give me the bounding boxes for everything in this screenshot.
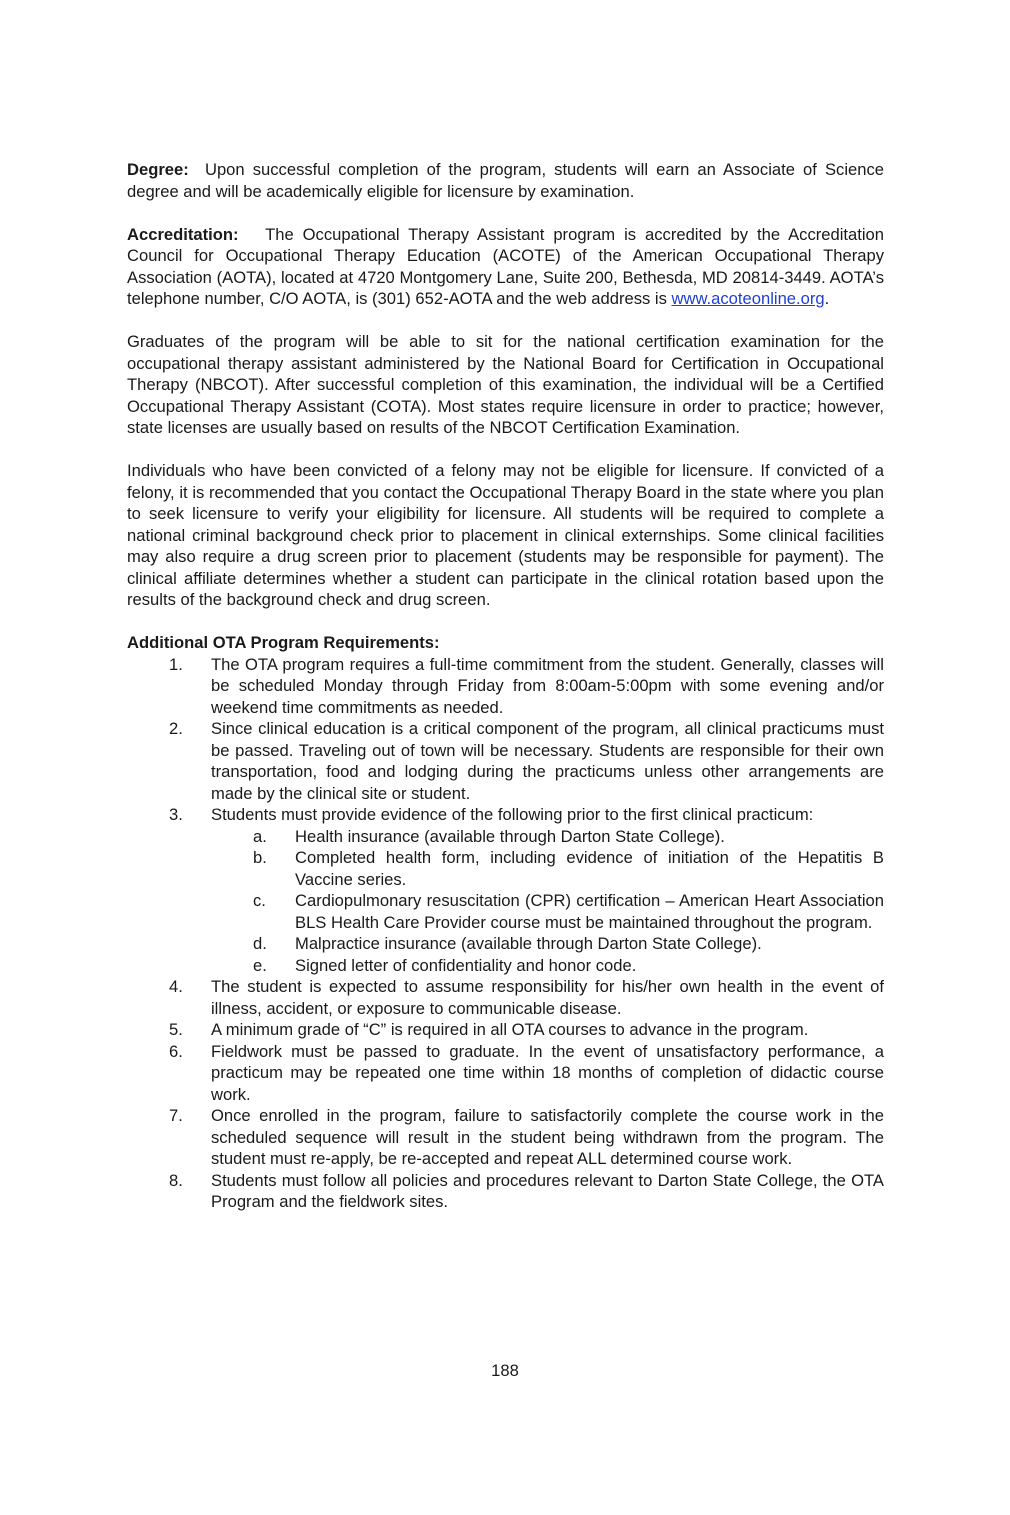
requirement-text: Since clinical education is a critical component of the program, all clinical practicums must be passed. Traveling out of town will be necessary. Students are responsible for their own transportation, food and lodging during the practicums unless other arrangements are made by the clinical site or student. — [211, 719, 884, 803]
requirement-item — [127, 1019, 884, 1041]
requirement-number: 6. — [169, 1041, 183, 1061]
requirement-item — [127, 976, 884, 1019]
accreditation-text: The Occupational Therapy Assistant program is accredited by the Accreditation Council for Occupational Therapy Education (ACOTE) of the American Occupational Therapy Association (AOTA), located at 4720 Montgomery Lane, Suite 200, Bethesda, MD 20814-3449. AOTA’s telephone number, C/O AOTA, is (301) 652-AOTA and the web address is — [127, 224, 885, 308]
requirement-text: Once enrolled in the program, failure to satisfactorily complete the course work in the scheduled sequence will result in the student being withdrawn from the program. The student must re-apply, be re-accepted and repeat ALL determined course work. — [211, 1106, 884, 1168]
requirement-text: Fieldwork must be passed to graduate. In the event of unsatisfactory performance, a practicum may be repeated one time within 18 months of completion of didactic course work. — [211, 1041, 884, 1104]
felony-paragraph: Individuals who have been convicted of a felony may not be eligible for licensure. If convicted of a felony, it is recommended that you contact the Occupational Therapy Board in the state where you plan to seek licensure to verify your eligibility for licensure. All students will be required to complete a national criminal background check prior to placement in clinical externships. Some clinical facilities may also require a drug screen prior to placement (students may be responsible for payment). The clinical affiliate determines whether a student can participate in the clinical rotation based upon the results of the background check and drug screen. — [127, 461, 884, 609]
requirement-number: 3. — [169, 805, 183, 824]
requirement-item — [127, 718, 884, 804]
requirement-number: 1. — [169, 654, 183, 674]
requirement-number: 2. — [169, 719, 183, 738]
evidence-item — [211, 890, 884, 933]
degree-label: Degree: — [127, 160, 189, 179]
requirement-item — [127, 1041, 884, 1106]
requirement-item — [127, 1105, 884, 1170]
requirement-number: 5. — [169, 1020, 183, 1039]
evidence-letter: c. — [253, 891, 266, 910]
requirement-text: Students must follow all policies and procedures relevant to Darton State College, the OTA Program and the fieldwork sites. — [211, 1170, 884, 1211]
evidence-item — [211, 826, 884, 848]
evidence-item — [211, 955, 884, 977]
requirement-number: 7. — [169, 1106, 183, 1125]
evidence-item — [211, 847, 884, 890]
acote-web-link[interactable]: www.acoteonline.org — [671, 289, 825, 308]
requirement-text: The OTA program requires a full-time commitment from the student. Generally, classes will be scheduled Monday through Friday from 8:00am-5:00pm with some evening and/or weekend time commitments as needed. — [211, 654, 884, 717]
requirement-number: 4. — [169, 977, 183, 996]
requirements-list — [127, 654, 884, 1213]
accreditation-period: . — [824, 289, 830, 308]
evidence-text: Malpractice insurance (available through Darton State College). — [295, 934, 762, 953]
evidence-item — [211, 933, 884, 955]
requirement-item — [127, 804, 884, 976]
evidence-letter: d. — [253, 934, 267, 953]
requirement-item — [127, 1170, 884, 1213]
evidence-text: Cardiopulmonary resuscitation (CPR) certification – American Heart Association BLS Health Care Provider course must be maintained throughout the program. — [295, 891, 884, 932]
requirements-heading: Additional OTA Program Requirements: — [127, 633, 440, 652]
document-page — [127, 159, 884, 1213]
requirement-text: A minimum grade of “C” is required in all OTA courses to advance in the program. — [211, 1020, 809, 1039]
evidence-sublist — [211, 826, 884, 977]
evidence-letter: a. — [253, 826, 267, 846]
evidence-text: Health insurance (available through Darton State College). — [295, 826, 725, 846]
requirement-item — [127, 654, 884, 719]
page-number: 188 — [491, 1361, 519, 1380]
accreditation-label: Accreditation: — [127, 224, 239, 244]
requirement-number: 8. — [169, 1170, 183, 1190]
evidence-letter: e. — [253, 955, 267, 975]
degree-paragraph — [127, 159, 884, 202]
accreditation-paragraph — [127, 224, 884, 310]
requirement-text: Students must provide evidence of the following prior to the first clinical practicum: — [211, 805, 814, 824]
evidence-letter: b. — [253, 848, 267, 867]
evidence-text: Signed letter of confidentiality and honor code. — [295, 955, 637, 975]
degree-text: Upon successful completion of the program, students will earn an Associate of Science degree and will be academically eligible for licensure by examination. — [127, 160, 884, 201]
graduates-paragraph: Graduates of the program will be able to sit for the national certification examination for the occupational therapy assistant administered by the National Board for Certification in Occupational Therapy (NBCOT). After successful completion of this examination, the individual will be a Certified Occupational Therapy Assistant (COTA). Most states require licensure in order to practice; however, state licenses are usually based on results of the NBCOT Certification Examination. — [127, 332, 884, 437]
evidence-text: Completed health form, including evidence of initiation of the Hepatitis B Vaccine series. — [295, 848, 884, 889]
requirement-text: The student is expected to assume responsibility for his/her own health in the event of illness, accident, or exposure to communicable disease. — [211, 977, 884, 1018]
